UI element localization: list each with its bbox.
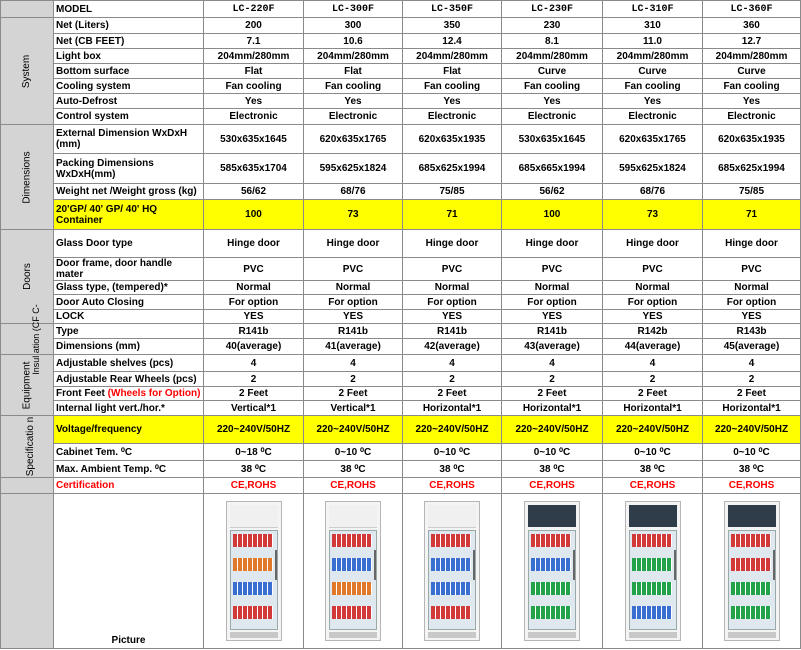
- cell: 44(average): [603, 339, 703, 355]
- fridge-shelf: [632, 582, 672, 595]
- cell: 0~10 ⁰C: [603, 444, 703, 461]
- cell: CE,ROHS: [403, 478, 502, 494]
- picture-cell: [502, 494, 603, 649]
- row-voltage: [1, 416, 801, 444]
- cell: Normal: [502, 281, 603, 295]
- cell: Yes: [403, 94, 502, 109]
- cell: Electronic: [204, 109, 304, 125]
- model-name: LC-230F: [502, 1, 603, 18]
- cell: 220~240V/50HZ: [204, 416, 304, 444]
- cell: Fan cooling: [603, 79, 703, 94]
- row-weight: [1, 184, 801, 200]
- display-fridge-icon: [524, 501, 580, 641]
- row-insulation-type: [1, 324, 801, 339]
- cell: 360: [703, 18, 801, 34]
- cell: Hinge door: [502, 230, 603, 258]
- cell: 38 ⁰C: [204, 461, 304, 478]
- cell: 2 Feet: [502, 387, 603, 401]
- cell: For option: [403, 295, 502, 310]
- fridge-light-box: [728, 505, 776, 527]
- row-label: Adjustable shelves (pcs): [54, 355, 204, 372]
- cell: 43(average): [502, 339, 603, 355]
- row-label: Weight net /Weight gross (kg): [54, 184, 204, 200]
- cell: Horizontal*1: [603, 401, 703, 416]
- cell: 2 Feet: [603, 387, 703, 401]
- cell: 2 Feet: [403, 387, 502, 401]
- cell: 0~10 ⁰C: [502, 444, 603, 461]
- row-label: [54, 387, 204, 401]
- row-front-feet: [1, 387, 801, 401]
- cell: 2 Feet: [304, 387, 403, 401]
- cell: 41(average): [304, 339, 403, 355]
- display-fridge-icon: [625, 501, 681, 641]
- cell: Flat: [204, 64, 304, 79]
- cell: Flat: [304, 64, 403, 79]
- fridge-handle: [275, 550, 277, 580]
- cell: PVC: [204, 258, 304, 281]
- cell: Fan cooling: [502, 79, 603, 94]
- cell: 12.7: [703, 34, 801, 49]
- row-lock: [1, 310, 801, 324]
- model-header-row: [1, 1, 801, 18]
- cell: Flat: [403, 64, 502, 79]
- cell: 220~240V/50HZ: [502, 416, 603, 444]
- cell: 620x635x1765: [603, 125, 703, 154]
- fridge-base-grille: [728, 632, 776, 638]
- cell: CE,ROHS: [603, 478, 703, 494]
- cell: 38 ⁰C: [703, 461, 801, 478]
- cell: 2: [502, 372, 603, 387]
- cell: 4: [502, 355, 603, 372]
- cell: 200: [204, 18, 304, 34]
- cell: R141b: [502, 324, 603, 339]
- cell: Normal: [403, 281, 502, 295]
- cell: 2: [603, 372, 703, 387]
- row-label: Door Auto Closing: [54, 295, 204, 310]
- cell: R141b: [403, 324, 502, 339]
- fridge-shelf: [233, 582, 273, 595]
- row-label: Glass Door type: [54, 230, 204, 258]
- cell: 620x635x1935: [403, 125, 502, 154]
- row-label: Dimensions (mm): [54, 339, 204, 355]
- fridge-base-grille: [428, 632, 476, 638]
- cell: 204mm/280mm: [403, 49, 502, 64]
- picture-label: Picture: [54, 494, 204, 649]
- fridge-shelf: [431, 606, 471, 619]
- display-fridge-icon: [226, 501, 282, 641]
- section-blank: [1, 478, 54, 494]
- cell: Electronic: [703, 109, 801, 125]
- cell: 2: [403, 372, 502, 387]
- fridge-shelf: [731, 606, 771, 619]
- row-rear-wheels: [1, 372, 801, 387]
- wheels-option-note: (Wheels for Option): [107, 388, 201, 399]
- cell: 204mm/280mm: [502, 49, 603, 64]
- cell: 38 ⁰C: [403, 461, 502, 478]
- fridge-handle: [773, 550, 775, 580]
- cell: Hinge door: [304, 230, 403, 258]
- picture-cell: [603, 494, 703, 649]
- cell: YES: [204, 310, 304, 324]
- row-internal-light: [1, 401, 801, 416]
- cell: PVC: [703, 258, 801, 281]
- cell: 45(average): [703, 339, 801, 355]
- fridge-shelf: [531, 606, 571, 619]
- cell: 4: [403, 355, 502, 372]
- display-fridge-icon: [325, 501, 381, 641]
- cell: Hinge door: [403, 230, 502, 258]
- cell: 56/62: [204, 184, 304, 200]
- row-label: 20'GP/ 40' GP/ 40' HQ Container: [54, 200, 204, 230]
- row-net-liters: [1, 18, 801, 34]
- fridge-base-grille: [329, 632, 377, 638]
- cell: Horizontal*1: [703, 401, 801, 416]
- cell: Normal: [204, 281, 304, 295]
- cell: 10.6: [304, 34, 403, 49]
- fridge-light-box: [629, 505, 677, 527]
- row-bottom-surface: [1, 64, 801, 79]
- model-name: LC-360F: [703, 1, 801, 18]
- cell: PVC: [502, 258, 603, 281]
- row-certification: [1, 478, 801, 494]
- fridge-shelf: [332, 534, 372, 547]
- fridge-shelf: [731, 534, 771, 547]
- display-fridge-icon: [724, 501, 780, 641]
- cell: 11.0: [603, 34, 703, 49]
- fridge-shelf: [632, 534, 672, 547]
- cell: 530x635x1645: [502, 125, 603, 154]
- picture-cell: [204, 494, 304, 649]
- cell: 2: [204, 372, 304, 387]
- row-label: Internal light vert./hor.*: [54, 401, 204, 416]
- cell: 595x625x1824: [603, 154, 703, 184]
- cell: R142b: [603, 324, 703, 339]
- model-label: MODEL: [54, 1, 204, 18]
- fridge-light-box: [428, 505, 476, 528]
- cell: Yes: [204, 94, 304, 109]
- cell: Electronic: [403, 109, 502, 125]
- cell: Fan cooling: [304, 79, 403, 94]
- cell: For option: [502, 295, 603, 310]
- cell: 204mm/280mm: [603, 49, 703, 64]
- row-label: Voltage/frequency: [54, 416, 204, 444]
- row-label: Adjustable Rear Wheels (pcs): [54, 372, 204, 387]
- cell: 2 Feet: [703, 387, 801, 401]
- cell: Fan cooling: [403, 79, 502, 94]
- cell: 685x665x1994: [502, 154, 603, 184]
- fridge-shelf: [531, 558, 571, 571]
- cell: 230: [502, 18, 603, 34]
- cell: 310: [603, 18, 703, 34]
- cell: 685x625x1994: [703, 154, 801, 184]
- cell: 4: [304, 355, 403, 372]
- cell: For option: [304, 295, 403, 310]
- fridge-base-grille: [230, 632, 278, 638]
- cell: For option: [603, 295, 703, 310]
- cell: 620x635x1765: [304, 125, 403, 154]
- fridge-shelf: [233, 606, 273, 619]
- row-label: Control system: [54, 109, 204, 125]
- cell: 220~240V/50HZ: [703, 416, 801, 444]
- row-cooling-system: [1, 79, 801, 94]
- row-shelves: [1, 355, 801, 372]
- row-door-auto-closing: [1, 295, 801, 310]
- fridge-handle: [573, 550, 575, 580]
- cell: 350: [403, 18, 502, 34]
- row-label: LOCK: [54, 310, 204, 324]
- cell: CE,ROHS: [502, 478, 603, 494]
- cell: R143b: [703, 324, 801, 339]
- cell: Vertical*1: [304, 401, 403, 416]
- fridge-shelf: [332, 558, 372, 571]
- row-container: [1, 200, 801, 230]
- section-blank: [1, 494, 54, 649]
- fridge-shelf: [531, 582, 571, 595]
- cell: 220~240V/50HZ: [403, 416, 502, 444]
- cell: Horizontal*1: [502, 401, 603, 416]
- cell: 2: [703, 372, 801, 387]
- cell: 12.4: [403, 34, 502, 49]
- cell: 73: [603, 200, 703, 230]
- model-name: LC-350F: [403, 1, 502, 18]
- cell: Normal: [603, 281, 703, 295]
- cell: 7.1: [204, 34, 304, 49]
- row-label: External Dimension WxDxH (mm): [54, 125, 204, 154]
- cell: 585x635x1704: [204, 154, 304, 184]
- cell: Electronic: [304, 109, 403, 125]
- fridge-light-box: [230, 505, 278, 528]
- row-insulation-dimensions: [1, 339, 801, 355]
- cell: Fan cooling: [204, 79, 304, 94]
- corner-cell: [1, 1, 54, 18]
- cell: Fan cooling: [703, 79, 801, 94]
- row-label: Door frame, door handle mater: [54, 258, 204, 281]
- fridge-shelf: [632, 606, 672, 619]
- cell: R141b: [204, 324, 304, 339]
- cell: 56/62: [502, 184, 603, 200]
- cell: YES: [603, 310, 703, 324]
- cell: 620x635x1935: [703, 125, 801, 154]
- cell: CE,ROHS: [703, 478, 801, 494]
- fridge-shelf: [632, 558, 672, 571]
- row-label: Cooling system: [54, 79, 204, 94]
- cell: YES: [703, 310, 801, 324]
- picture-cell: [403, 494, 502, 649]
- cell: PVC: [304, 258, 403, 281]
- cell: 38 ⁰C: [502, 461, 603, 478]
- cell: Normal: [304, 281, 403, 295]
- row-label: Bottom surface: [54, 64, 204, 79]
- cell: For option: [204, 295, 304, 310]
- row-control-system: [1, 109, 801, 125]
- cell: YES: [502, 310, 603, 324]
- row-glass-door-type: [1, 230, 801, 258]
- cell: Hinge door: [204, 230, 304, 258]
- cell: 75/85: [703, 184, 801, 200]
- cell: 38 ⁰C: [603, 461, 703, 478]
- section-insulation: Insul ation (CF C-: [1, 324, 54, 355]
- cell: 0~10 ⁰C: [703, 444, 801, 461]
- cell: Normal: [703, 281, 801, 295]
- row-ambient-temp: [1, 461, 801, 478]
- cell: 2: [304, 372, 403, 387]
- row-label: Glass type, (tempered)*: [54, 281, 204, 295]
- section-doors: Doors: [1, 230, 54, 324]
- row-net-cbfeet: [1, 34, 801, 49]
- cell: 42(average): [403, 339, 502, 355]
- fridge-shelf: [431, 534, 471, 547]
- row-label: Cabinet Tem. ⁰C: [54, 444, 204, 461]
- fridge-handle: [374, 550, 376, 580]
- cell: 4: [204, 355, 304, 372]
- row-label: Max. Ambient Temp. ⁰C: [54, 461, 204, 478]
- cell: 0~10 ⁰C: [403, 444, 502, 461]
- cell: 685x625x1994: [403, 154, 502, 184]
- row-packing-dimensions: [1, 154, 801, 184]
- fridge-shelf: [731, 582, 771, 595]
- cell: 68/76: [304, 184, 403, 200]
- row-cabinet-temp: [1, 444, 801, 461]
- row-picture: [1, 494, 801, 649]
- cell: Electronic: [502, 109, 603, 125]
- cell: Horizontal*1: [403, 401, 502, 416]
- cell: 300: [304, 18, 403, 34]
- fridge-shelf: [431, 582, 471, 595]
- cell: YES: [403, 310, 502, 324]
- cell: 4: [603, 355, 703, 372]
- fridge-shelf: [531, 534, 571, 547]
- cell: For option: [703, 295, 801, 310]
- cell: Yes: [703, 94, 801, 109]
- fridge-shelf: [731, 558, 771, 571]
- picture-cell: [304, 494, 403, 649]
- cell: 100: [502, 200, 603, 230]
- cell: Hinge door: [603, 230, 703, 258]
- cell: 75/85: [403, 184, 502, 200]
- section-system: System: [1, 18, 54, 125]
- cell: Hinge door: [703, 230, 801, 258]
- row-light-box: [1, 49, 801, 64]
- cell: 71: [703, 200, 801, 230]
- cell: 8.1: [502, 34, 603, 49]
- cell: Curve: [703, 64, 801, 79]
- row-label: Net (Liters): [54, 18, 204, 34]
- cell: 204mm/280mm: [304, 49, 403, 64]
- cell: Curve: [603, 64, 703, 79]
- cell: 595x625x1824: [304, 154, 403, 184]
- cell: PVC: [603, 258, 703, 281]
- row-glass-type: [1, 281, 801, 295]
- row-external-dimension: [1, 125, 801, 154]
- cell: Yes: [502, 94, 603, 109]
- cell: 220~240V/50HZ: [603, 416, 703, 444]
- cell: 0~18 ⁰C: [204, 444, 304, 461]
- section-dimensions: Dimensions: [1, 125, 54, 230]
- cell: Electronic: [603, 109, 703, 125]
- cell: Yes: [304, 94, 403, 109]
- fridge-light-box: [329, 505, 377, 528]
- cell: Vertical*1: [204, 401, 304, 416]
- row-auto-defrost: [1, 94, 801, 109]
- cell: YES: [304, 310, 403, 324]
- cell: 204mm/280mm: [204, 49, 304, 64]
- cell: CE,ROHS: [204, 478, 304, 494]
- cell: 73: [304, 200, 403, 230]
- cell: 2 Feet: [204, 387, 304, 401]
- section-equipment: Equipment: [1, 355, 54, 416]
- cell: 204mm/280mm: [703, 49, 801, 64]
- fridge-shelf: [431, 558, 471, 571]
- row-label: Net (CB FEET): [54, 34, 204, 49]
- fridge-handle: [674, 550, 676, 580]
- row-label: Light box: [54, 49, 204, 64]
- row-label: Type: [54, 324, 204, 339]
- cell: Curve: [502, 64, 603, 79]
- cell: R141b: [304, 324, 403, 339]
- cell: 40(average): [204, 339, 304, 355]
- row-door-frame: [1, 258, 801, 281]
- display-fridge-icon: [424, 501, 480, 641]
- row-label: Packing Dimensions WxDxH(mm): [54, 154, 204, 184]
- section-specification: Specificatio n: [1, 416, 54, 478]
- fridge-light-box: [528, 505, 576, 527]
- model-name: LC-300F: [304, 1, 403, 18]
- fridge-shelf: [332, 606, 372, 619]
- cell: CE,ROHS: [304, 478, 403, 494]
- cell: 68/76: [603, 184, 703, 200]
- fridge-shelf: [233, 558, 273, 571]
- picture-cell: [703, 494, 801, 649]
- cell: PVC: [403, 258, 502, 281]
- cell: Yes: [603, 94, 703, 109]
- row-label: Certification: [54, 478, 204, 494]
- cell: 530x635x1645: [204, 125, 304, 154]
- model-name: LC-310F: [603, 1, 703, 18]
- fridge-base-grille: [629, 632, 677, 638]
- cell: 220~240V/50HZ: [304, 416, 403, 444]
- fridge-handle: [473, 550, 475, 580]
- fridge-base-grille: [528, 632, 576, 638]
- cell: 0~10 ⁰C: [304, 444, 403, 461]
- cell: 71: [403, 200, 502, 230]
- fridge-shelf: [332, 582, 372, 595]
- front-feet-label: Front Feet: [56, 388, 108, 399]
- cell: 100: [204, 200, 304, 230]
- cell: 4: [703, 355, 801, 372]
- cell: 38 ⁰C: [304, 461, 403, 478]
- row-label: Auto-Defrost: [54, 94, 204, 109]
- model-name: LC-220F: [204, 1, 304, 18]
- fridge-shelf: [233, 534, 273, 547]
